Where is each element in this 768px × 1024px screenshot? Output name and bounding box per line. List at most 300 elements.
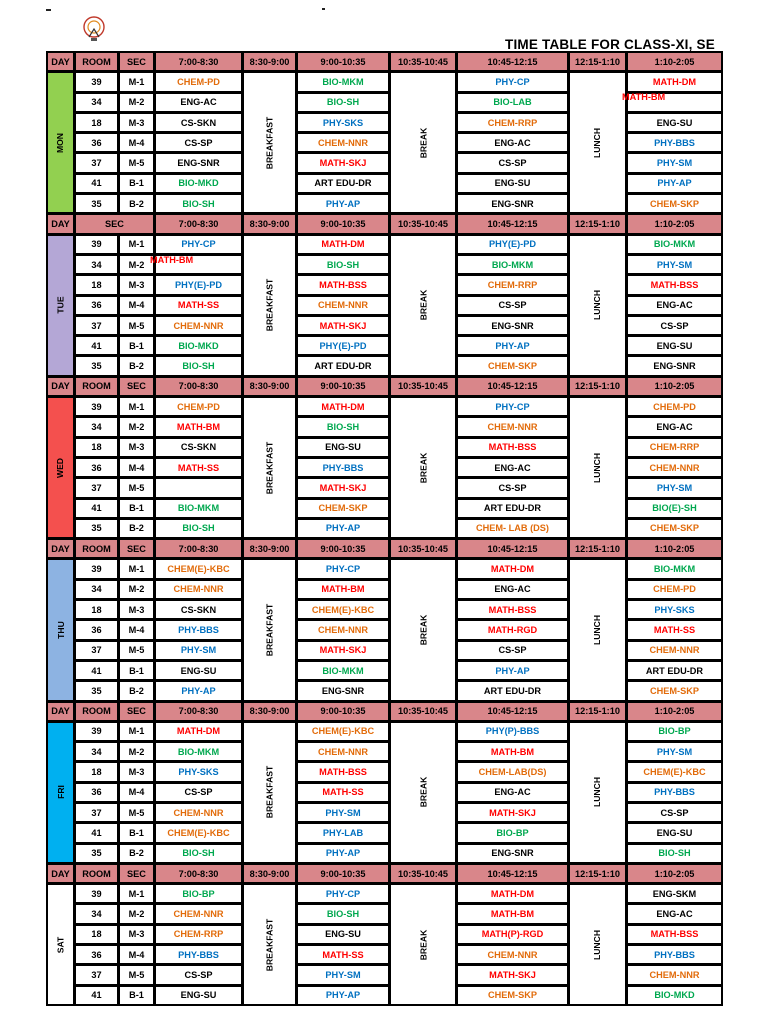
section-cell: B-1 — [119, 823, 155, 843]
header-cell: 8:30-9:00 — [243, 539, 297, 559]
section-cell: M-4 — [119, 945, 155, 965]
subject-cell — [297, 904, 390, 924]
header-cell: SEC — [119, 52, 155, 72]
header-cell: 9:00-10:35 — [297, 214, 390, 234]
subject-cell — [457, 742, 569, 762]
subject-label: CHEM-SKP — [649, 523, 699, 534]
subject-label: BIO-SH — [658, 848, 691, 859]
subject-label: ENG-AC — [656, 300, 693, 311]
subject-cell — [155, 498, 243, 518]
lunch-cell — [569, 884, 627, 1006]
subject-cell — [155, 112, 243, 132]
subject-cell — [627, 802, 723, 822]
subject-cell — [457, 478, 569, 498]
subject-label: CHEM-SKP — [487, 990, 537, 1001]
subject-label: BIO-MKM — [322, 76, 364, 87]
subject-label: CS-SP — [184, 787, 213, 798]
subject-cell — [155, 620, 243, 640]
subject-label: PHY-AP — [325, 198, 361, 209]
header-cell: SEC — [119, 863, 155, 883]
break-label: BREAK — [418, 452, 428, 483]
section-cell: M-3 — [119, 112, 155, 132]
break-label: BREAK — [418, 289, 428, 321]
subject-cell — [297, 315, 390, 335]
subject-label: PHY-SM — [325, 970, 361, 980]
subject-cell — [457, 417, 569, 437]
subject-label: BIO-SH — [326, 909, 360, 920]
day-cell — [47, 559, 75, 701]
break-cell — [390, 397, 457, 539]
subject-cell — [457, 315, 569, 335]
room-cell: 41 — [75, 985, 119, 1005]
subject-cell — [155, 640, 243, 660]
subject-cell — [457, 356, 569, 376]
subject-cell — [155, 457, 243, 477]
subject-label: CHEM-RRP — [487, 117, 538, 128]
subject-label: CS-SP — [498, 645, 527, 656]
header-cell: 10:35-10:45 — [390, 376, 457, 396]
subject-cell — [457, 985, 569, 1005]
subject-cell — [457, 457, 569, 477]
header-cell: ROOM — [75, 701, 119, 721]
subject-label: ENG-SU — [180, 665, 217, 676]
subject-label: PHY-SM — [656, 482, 693, 493]
section-cell: M-5 — [119, 802, 155, 822]
day-label: SAT — [55, 936, 66, 953]
section-cell: B-2 — [119, 356, 155, 376]
subject-label: CHEM-NNR — [649, 970, 700, 980]
section-cell: B-1 — [119, 985, 155, 1005]
subject-label: ENG-AC — [494, 462, 531, 473]
subject-label: CS-SP — [660, 320, 689, 331]
header-row — [47, 863, 723, 883]
section-cell: M-4 — [119, 457, 155, 477]
section-cell: M-1 — [119, 721, 155, 741]
subject-cell — [627, 721, 723, 741]
section-cell: M-4 — [119, 133, 155, 153]
header-cell: 10:45-12:15 — [457, 52, 569, 72]
subject-label: CHEM-SKP — [487, 361, 537, 372]
subject-cell — [297, 72, 390, 92]
header-cell: 12:15-1:10 — [569, 701, 627, 721]
subject-cell — [457, 802, 569, 822]
header-cell: 10:45-12:15 — [457, 863, 569, 883]
subject-cell — [627, 133, 723, 153]
subject-cell — [457, 437, 569, 457]
subject-label: PHY-SM — [180, 645, 217, 656]
subject-cell — [622, 92, 723, 112]
subject-cell — [457, 234, 569, 254]
subject-cell — [627, 559, 723, 579]
header-row — [47, 214, 723, 234]
room-cell: 39 — [75, 721, 119, 741]
subject-label: PHY-SM — [656, 259, 693, 270]
lunch-label: LUNCH — [592, 127, 603, 158]
subject-label: PHY-LAB — [322, 827, 364, 838]
header-cell: 10:45-12:15 — [457, 701, 569, 721]
section-cell: M-2 — [119, 579, 155, 599]
subject-cell — [155, 295, 243, 315]
room-cell: 39 — [75, 884, 119, 904]
section-cell: M-1 — [119, 72, 155, 92]
lunch-cell — [569, 397, 627, 539]
room-cell: 18 — [75, 600, 119, 620]
room-cell: 18 — [75, 924, 119, 944]
subject-label: CS-SP — [498, 158, 527, 169]
breakfast-cell — [243, 559, 297, 701]
subject-cell — [627, 356, 723, 376]
subject-label: PHY-SM — [325, 807, 361, 818]
subject-label: CS-SP — [184, 970, 213, 980]
subject-label: MATH-SS — [322, 949, 364, 960]
subject-label: BIO-SH — [182, 848, 215, 859]
room-cell: 36 — [75, 945, 119, 965]
subject-cell — [457, 823, 569, 843]
lunch-label: LUNCH — [592, 614, 603, 645]
header-cell: DAY — [47, 52, 75, 72]
subject-cell — [627, 478, 723, 498]
subject-label: CHEM-NNR — [173, 584, 224, 595]
subject-cell — [627, 965, 723, 985]
subject-label: ART EDU-DR — [645, 665, 704, 676]
subject-label: CHEM-LAB(DS) — [478, 767, 547, 778]
subject-label: PHY-SM — [656, 158, 693, 169]
header-cell: 12:15-1:10 — [569, 539, 627, 559]
subject-cell — [297, 985, 390, 1005]
subject-label: BIO-BP — [182, 888, 215, 899]
subject-label: BIO-LAB — [493, 97, 532, 108]
lunch-cell — [569, 559, 627, 701]
subject-cell — [297, 924, 390, 944]
room-cell: 36 — [75, 620, 119, 640]
subject-label: BIO-MKM — [177, 746, 220, 757]
lunch-cell — [569, 72, 627, 214]
header-cell: 8:30-9:00 — [243, 214, 297, 234]
subject-cell — [627, 945, 723, 965]
subject-label: CHEM-SKP — [318, 503, 368, 514]
subject-cell — [155, 924, 243, 944]
subject-cell — [297, 478, 390, 498]
subject-label: ENG-AC — [180, 97, 217, 108]
subject-cell — [155, 559, 243, 579]
scan-mark — [46, 9, 51, 11]
header-cell: 10:35-10:45 — [390, 539, 457, 559]
subject-label: CHEM-NNR — [487, 421, 538, 432]
subject-label: MATH-DM — [490, 888, 535, 899]
subject-label: PHY-CP — [325, 888, 361, 899]
subject-cell — [155, 681, 243, 701]
subject-cell — [297, 92, 390, 112]
subject-label: MATH-BM — [176, 421, 221, 432]
breakfast-label: BREAKFAST — [264, 441, 275, 494]
room-cell: 36 — [75, 295, 119, 315]
subject-label: MATH-SS — [653, 624, 696, 635]
subject-cell — [297, 417, 390, 437]
subject-cell — [297, 397, 390, 417]
subject-cell — [457, 843, 569, 863]
header-cell: 1:10-2:05 — [627, 52, 723, 72]
header-cell: 1:10-2:05 — [627, 539, 723, 559]
lunch-label: LUNCH — [592, 777, 603, 808]
subject-label: MATH-SKJ — [489, 970, 536, 980]
room-cell: 34 — [75, 904, 119, 924]
subject-label: ENG-AC — [494, 137, 531, 148]
table-row — [47, 884, 723, 904]
subject-label: BIO-SH — [326, 421, 360, 432]
header-cell: 8:30-9:00 — [243, 52, 297, 72]
header-cell: ROOM — [75, 863, 119, 883]
section-cell: M-2 — [119, 254, 155, 274]
subject-cell — [627, 782, 723, 802]
room-cell: 35 — [75, 194, 119, 214]
header-cell: 7:00-8:30 — [155, 539, 243, 559]
subject-label: BIO-MKM — [653, 564, 696, 575]
day-label: TUE — [55, 296, 66, 314]
header-cell: 10:45-12:15 — [457, 539, 569, 559]
room-cell: 18 — [75, 437, 119, 457]
subject-cell — [297, 295, 390, 315]
subject-cell — [297, 275, 390, 295]
subject-cell — [457, 173, 569, 193]
section-cell: B-1 — [119, 498, 155, 518]
section-cell: B-2 — [119, 194, 155, 214]
subject-cell — [297, 153, 390, 173]
subject-cell — [457, 295, 569, 315]
subject-cell — [627, 904, 723, 924]
page-title: TIME TABLE FOR CLASS-XI, SE — [505, 37, 715, 52]
subject-label: PHY-CP — [495, 401, 530, 412]
subject-cell — [155, 173, 243, 193]
subject-label: ART EDU-DR — [314, 178, 372, 189]
subject-label: BIO-MKM — [322, 665, 364, 676]
break-label: BREAK — [418, 614, 428, 646]
subject-cell — [627, 417, 723, 437]
room-cell: 35 — [75, 518, 119, 538]
subject-label: CHEM(E)-KBC — [167, 827, 230, 838]
subject-cell — [627, 295, 723, 315]
header-cell: SEC — [119, 539, 155, 559]
subject-label: ENG-SKM — [652, 888, 697, 899]
section-cell: B-1 — [119, 660, 155, 680]
subject-cell — [457, 965, 569, 985]
break-cell — [390, 234, 457, 376]
subject-label: MATH-RGD — [487, 624, 538, 635]
subject-cell — [627, 518, 723, 538]
header-cell: 9:00-10:35 — [297, 376, 390, 396]
subject-label: MATH-BM — [622, 92, 666, 103]
room-cell: 37 — [75, 965, 119, 985]
subject-cell — [627, 742, 723, 762]
subject-cell — [297, 437, 390, 457]
subject-cell — [457, 782, 569, 802]
subject-label: BIO-SH — [182, 523, 215, 534]
subject-label: CHEM(E)-KBC — [643, 767, 706, 778]
room-cell: 36 — [75, 133, 119, 153]
subject-cell — [627, 600, 723, 620]
header-cell: 9:00-10:35 — [297, 52, 390, 72]
subject-cell — [155, 945, 243, 965]
header-cell: 9:00-10:35 — [297, 701, 390, 721]
table-row — [47, 559, 723, 579]
subject-label: BIO-MKD — [178, 178, 219, 189]
subject-cell — [155, 437, 243, 457]
subject-label: ENG-SNR — [491, 320, 534, 331]
room-cell: 18 — [75, 275, 119, 295]
header-cell: DAY — [47, 863, 75, 883]
subject-cell — [627, 112, 723, 132]
subject-label: PHY-AP — [657, 178, 692, 189]
subject-label: CS-SP — [184, 137, 213, 148]
subject-cell — [457, 254, 569, 274]
subject-label: CHEM(E)-KBC — [311, 604, 375, 615]
room-cell: 36 — [75, 457, 119, 477]
section-cell: M-1 — [119, 234, 155, 254]
break-cell — [390, 884, 457, 1006]
subject-label: CHEM-RRP — [173, 929, 224, 940]
subject-label: BIO-MKD — [654, 990, 695, 1001]
subject-label: CS-SP — [660, 807, 689, 818]
break-label: BREAK — [418, 127, 428, 159]
subject-cell — [297, 965, 390, 985]
subject-label: MATH-BSS — [488, 604, 537, 615]
room-cell: 36 — [75, 782, 119, 802]
subject-cell — [627, 498, 723, 518]
subject-label: CHEM-NNR — [317, 137, 368, 148]
subject-label: PHY-SM — [656, 746, 693, 757]
subject-cell — [627, 579, 723, 599]
subject-cell — [457, 397, 569, 417]
subject-cell — [627, 660, 723, 680]
day-cell — [47, 72, 75, 214]
subject-cell — [627, 640, 723, 660]
room-cell: 39 — [75, 234, 119, 254]
subject-cell — [155, 843, 243, 863]
subject-cell — [457, 275, 569, 295]
header-cell: 12:15-1:10 — [569, 52, 627, 72]
breakfast-label: BREAKFAST — [264, 766, 275, 819]
subject-cell — [297, 721, 390, 741]
subject-cell — [150, 254, 243, 274]
subject-cell — [297, 133, 390, 153]
subject-label: PHY-BBS — [654, 137, 695, 148]
header-row — [47, 376, 723, 396]
header-cell: 1:10-2:05 — [627, 701, 723, 721]
header-cell: 8:30-9:00 — [243, 863, 297, 883]
subject-label: MATH-SKJ — [319, 158, 367, 169]
subject-label: MATH-BM — [150, 254, 194, 265]
subject-label: PHY-CP — [325, 564, 361, 575]
header-cell: 9:00-10:35 — [297, 863, 390, 883]
header-cell: 1:10-2:05 — [627, 214, 723, 234]
subject-cell — [297, 620, 390, 640]
subject-label: PHY-BBS — [178, 624, 219, 635]
room-cell: 35 — [75, 681, 119, 701]
subject-label: MATH-BSS — [650, 929, 699, 940]
subject-cell — [297, 112, 390, 132]
subject-cell — [297, 802, 390, 822]
subject-cell — [297, 640, 390, 660]
subject-cell — [297, 945, 390, 965]
room-cell: 41 — [75, 660, 119, 680]
header-cell: 10:35-10:45 — [390, 52, 457, 72]
subject-label: PHY-AP — [495, 340, 530, 351]
header-cell: 7:00-8:30 — [155, 52, 243, 72]
subject-label: PHY-CP — [181, 239, 216, 250]
room-cell: 39 — [75, 397, 119, 417]
day-cell — [47, 397, 75, 539]
subject-label: CHEM-RRP — [487, 279, 538, 290]
subject-cell — [155, 904, 243, 924]
header-cell: 12:15-1:10 — [569, 214, 627, 234]
subject-label: CHEM-NNR — [649, 645, 700, 656]
subject-label: MATH-BSS — [488, 442, 537, 453]
subject-cell — [297, 762, 390, 782]
subject-cell — [627, 397, 723, 417]
subject-label: PHY-BBS — [654, 787, 695, 798]
header-cell: 8:30-9:00 — [243, 701, 297, 721]
subject-label: CS-SP — [498, 482, 527, 493]
subject-cell — [627, 336, 723, 356]
subject-cell — [155, 356, 243, 376]
day-label: MON — [55, 132, 66, 153]
section-cell: M-4 — [119, 620, 155, 640]
break-cell — [390, 559, 457, 701]
subject-label: PHY(E)-PD — [319, 340, 367, 351]
subject-cell — [155, 72, 243, 92]
subject-label: ENG-AC — [656, 909, 693, 920]
subject-cell — [155, 92, 243, 112]
room-cell: 34 — [75, 579, 119, 599]
scan-mark — [322, 8, 325, 10]
subject-label: MATH-BSS — [319, 767, 367, 778]
day-cell — [47, 234, 75, 376]
subject-cell — [457, 904, 569, 924]
subject-cell — [627, 762, 723, 782]
table-row — [47, 234, 723, 254]
header-cell: DAY — [47, 701, 75, 721]
header-cell: 1:10-2:05 — [627, 376, 723, 396]
subject-cell — [457, 945, 569, 965]
table-row — [47, 721, 723, 741]
room-cell: 41 — [75, 498, 119, 518]
subject-label: ENG-SU — [494, 178, 531, 189]
header-cell: 9:00-10:35 — [297, 539, 390, 559]
room-cell: 41 — [75, 823, 119, 843]
subject-cell — [297, 356, 390, 376]
header-cell: ROOM — [75, 52, 119, 72]
school-logo — [82, 15, 106, 43]
subject-label: BIO-SH — [326, 259, 360, 270]
subject-label: CHEM-PD — [653, 584, 696, 595]
subject-label: PHY-AP — [325, 848, 361, 859]
subject-label: CHEM-NNR — [173, 807, 224, 818]
section-cell: M-3 — [119, 437, 155, 457]
subject-label: ENG-SU — [325, 929, 361, 940]
header-cell: ROOM — [75, 376, 119, 396]
subject-label: PHY-AP — [495, 665, 530, 676]
subject-cell — [457, 884, 569, 904]
subject-label: PHY-CP — [495, 76, 530, 87]
subject-cell — [297, 660, 390, 680]
subject-cell — [627, 194, 723, 214]
section-cell: M-3 — [119, 762, 155, 782]
lunch-label: LUNCH — [592, 929, 603, 960]
subject-cell — [297, 681, 390, 701]
subject-label: BIO-MKM — [491, 259, 534, 270]
subject-cell — [627, 843, 723, 863]
subject-cell — [155, 133, 243, 153]
section-cell: B-1 — [119, 336, 155, 356]
